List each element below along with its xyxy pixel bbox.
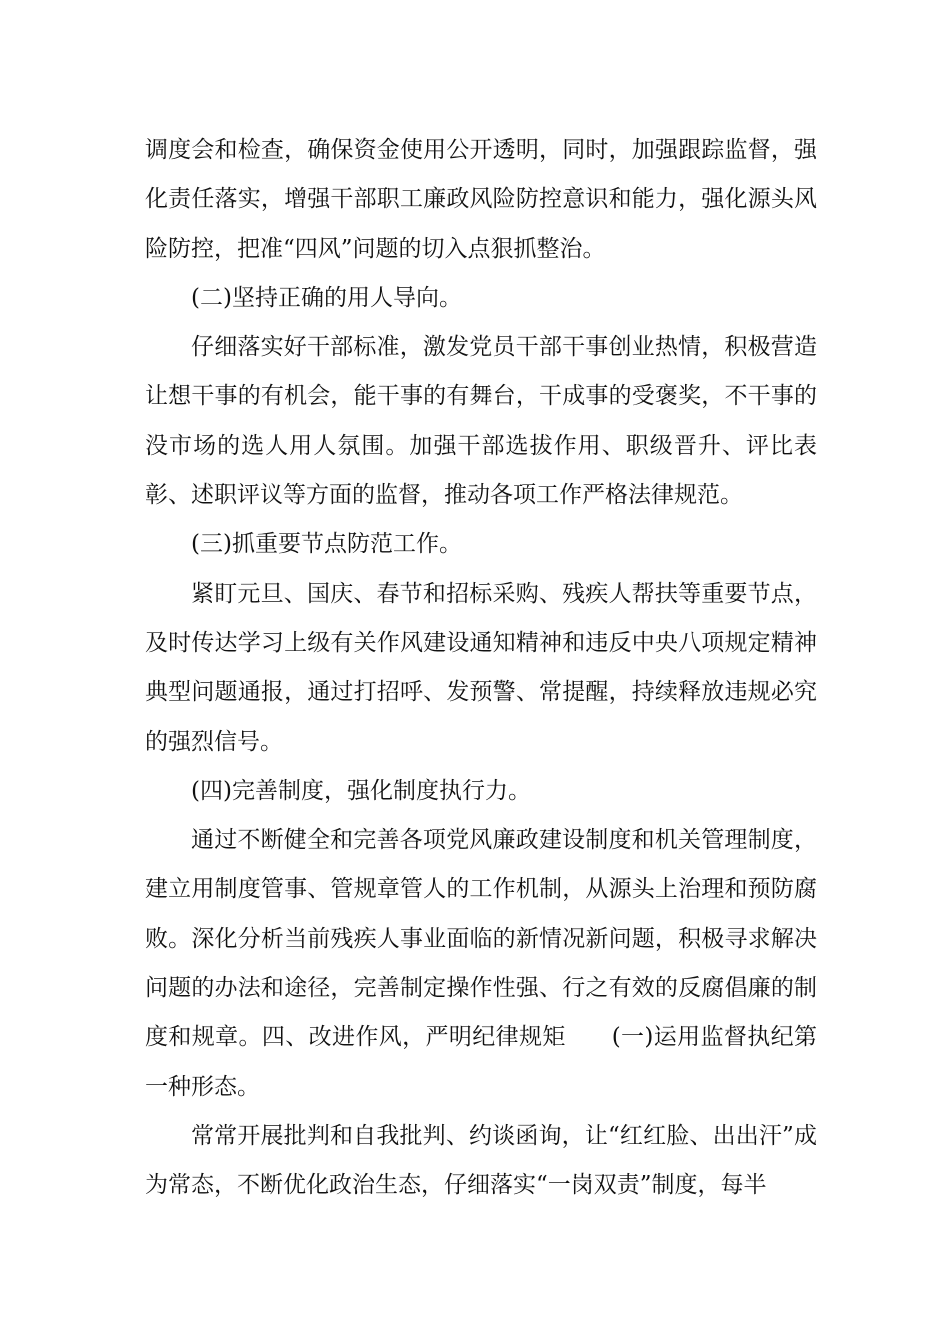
heading-6: (四)完善制度，强化制度执行力。: [191, 777, 531, 804]
heading-4: (三)抓重要节点防范工作。: [191, 531, 462, 558]
heading-2: (二)坚持正确的用人导向。: [191, 284, 462, 311]
paragraph-1: 调度会和检查，确保资金使用公开透明，同时，加强跟踪监督，强化责任落实，增强干部职工廉政风险防控意识和能力，强化源头风险防控，把准“四风”问题的切入点狠抓整治。: [145, 137, 817, 262]
paragraph-7-tail: (一)运用监督执纪第一种形态。: [145, 1024, 817, 1100]
paragraph-5: 紧盯元旦、国庆、春节和招标采购、残疾人帮扶等重要节点，及时传达学习上级有关作风建设通知精神和违反中央八项规定精神典型问题通报，通过打招呼、发预警、常提醒，持续释放违规必究的强烈信号。: [145, 580, 817, 755]
paragraph-8: 常常开展批判和自我批判、约谈函询，让“红红脸、出出汗”成为常态，不断优化政治生态，仔细落实“一岗双责”制度，每半: [145, 1122, 817, 1199]
paragraph-7-main: 通过不断健全和完善各项党风廉政建设制度和机关管理制度，建立用制度管事、管规章管人的工作机制，从源头上治理和预防腐败。深化分析当前残疾人事业面临的新情况新问题，积极寻求解决问题的办法和途径，完善制定操作性强、行之有效的反腐倡廉的制度和规章。四、改进作风，严明纪律规矩: [145, 827, 817, 1051]
paragraph-7: [145, 816, 817, 1112]
paragraph-3: 仔细落实好干部标准，激发党员干部干事创业热情，积极营造让想干事的有机会，能干事的有舞台，干成事的受褒奖，不干事的没市场的选人用人氛围。加强干部选拔作用、职级晋升、评比表彰、述职评议等方面的监督，推动各项工作严格法律规范。: [145, 334, 817, 509]
document-body: [145, 126, 817, 1211]
